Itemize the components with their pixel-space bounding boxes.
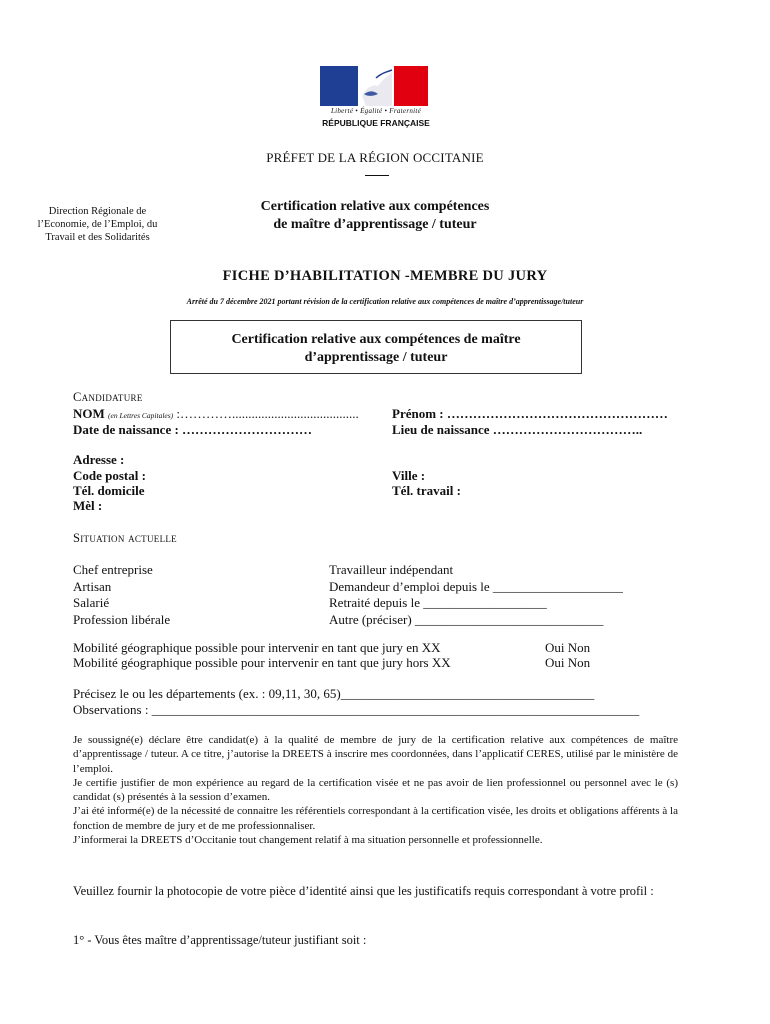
situation-section-title: Situation actuelle xyxy=(73,531,177,545)
mobilite-hors-choice xyxy=(545,655,590,671)
certification-line: de maître d’apprentissage / tuteur xyxy=(273,217,477,232)
situation-option[interactable]: Profession libérale xyxy=(73,611,171,627)
situation-option[interactable]: Artisan xyxy=(73,578,112,594)
situation-left-column xyxy=(73,562,170,628)
code-postal-field[interactable]: Code postal : xyxy=(73,468,146,483)
fiche-title: FICHE D’HABILITATION -MEMBRE DU JURY xyxy=(222,268,548,284)
box-line: Certification relative aux compétences de maître xyxy=(231,332,521,347)
flag-red-band xyxy=(394,66,428,106)
separator-dash xyxy=(365,175,389,176)
direction-line: Direction Régionale de xyxy=(48,206,147,217)
nom-label: NOM xyxy=(73,406,105,421)
certification-box xyxy=(170,320,582,374)
flag-blue-band xyxy=(320,66,358,106)
situation-option[interactable]: Autre (préciser) _____________________________ xyxy=(329,611,604,627)
certification-heading xyxy=(200,198,550,234)
situation-option[interactable]: Salarié xyxy=(73,595,110,610)
nom-dots: :…………....................................... xyxy=(176,406,359,421)
mobilite-en-label: Mobilité géographique possible pour intervenir en tant que jury en XX xyxy=(73,640,441,655)
mobilite-hors-label: Mobilité géographique possible pour intervenir en tant que jury hors XX xyxy=(73,655,451,670)
direction-block xyxy=(25,205,170,244)
observations-field[interactable]: Observations : ___________________________________________________________________________ xyxy=(73,702,640,717)
oui-option[interactable]: Oui xyxy=(545,640,565,655)
nom-field[interactable] xyxy=(73,406,359,422)
republic-motto: Liberté • Égalité • Fraternité xyxy=(330,107,422,115)
departements-field[interactable]: Précisez le ou les départements (ex. : 09,11, 30, 65)_______________________________________ xyxy=(73,686,595,701)
declaration-paragraph: Je soussigné(e) déclare être candidat(e) à la qualité de membre de jury de la certification relative aux compétences de maître d’apprentissage / tuteur. A ce titre, j’autorise la DREETS à inscrire mes coordonnées, dans l’applicatif CERES, utilisé par le ministère de l’emploi. xyxy=(73,734,678,775)
non-option[interactable]: Non xyxy=(567,640,591,655)
fournir-instructions: Veuillez fournir la photocopie de votre pièce d’identité ainsi que les justificatifs requis correspondant à votre profil : xyxy=(73,884,654,898)
marianne-icon xyxy=(358,66,394,106)
mel-field[interactable]: Mèl : xyxy=(73,498,103,513)
situation-option[interactable]: Chef entreprise xyxy=(73,562,153,577)
declaration-paragraph: J’informerai la DREETS d’Occitanie tout changement relatif à ma situation personnelle et professionnelle. xyxy=(73,834,543,847)
situation-option[interactable]: Retraité depuis le ___________________ xyxy=(329,595,547,610)
certification-line: Certification relative aux compétences xyxy=(260,199,490,214)
ville-field[interactable]: Ville : xyxy=(392,468,426,483)
tel-domicile-field[interactable]: Tél. domicile xyxy=(73,483,145,498)
prefet-title: PRÉFET DE LA RÉGION OCCITANIE xyxy=(266,150,484,165)
nom-hint: (en Lettres Capitales) xyxy=(108,411,174,420)
direction-line: l’Economie, de l’Emploi, du xyxy=(37,219,158,230)
point-1: 1° - Vous êtes maître d’apprentissage/tuteur justifiant soit : xyxy=(73,933,367,947)
declaration-paragraph: Je certifie justifier de mon expérience au regard de la certification visée et ne pas avoir de lien professionnel ou personnel avec le (s) candidat (s) présentés à la session d’examen. xyxy=(73,776,678,804)
situation-option[interactable]: Travailleur indépendant xyxy=(329,562,454,577)
lieu-naissance-field[interactable]: Lieu de naissance …………………………….. xyxy=(392,422,643,437)
situation-option[interactable]: Demandeur d’emploi depuis le ____________________ xyxy=(329,578,623,594)
oui-option[interactable]: Oui xyxy=(545,655,565,670)
declaration-paragraph: J’ai été informé(e) de la nécessité de connaitre les référentiels correspondant à la certification visée, les droits et obligations afférents à la fonction de membre de jury et de me professionnaliser. xyxy=(73,805,678,832)
tel-travail-field[interactable]: Tél. travail : xyxy=(392,483,461,498)
adresse-field[interactable]: Adresse : xyxy=(73,452,125,467)
situation-right-column xyxy=(329,562,623,628)
declaration-block xyxy=(73,733,678,847)
non-option[interactable]: Non xyxy=(567,655,591,670)
box-line: d’apprentissage / tuteur xyxy=(304,350,448,365)
republique-francaise: RÉPUBLIQUE FRANÇAISE xyxy=(322,118,430,128)
candidature-section-title: Candidature xyxy=(73,390,143,404)
naissance-field[interactable]: Date de naissance : ………………………… xyxy=(73,422,313,437)
arrete-reference: Arrêté du 7 décembre 2021 portant révision de la certification relative aux compétences de maître d’apprentissage/tuteur xyxy=(186,297,584,306)
prenom-field[interactable]: Prénom : …………………………………………… xyxy=(392,406,668,421)
republique-logo xyxy=(316,66,436,132)
mobilite-en-choice xyxy=(545,640,590,656)
direction-line: Travail et des Solidarités xyxy=(45,232,150,243)
